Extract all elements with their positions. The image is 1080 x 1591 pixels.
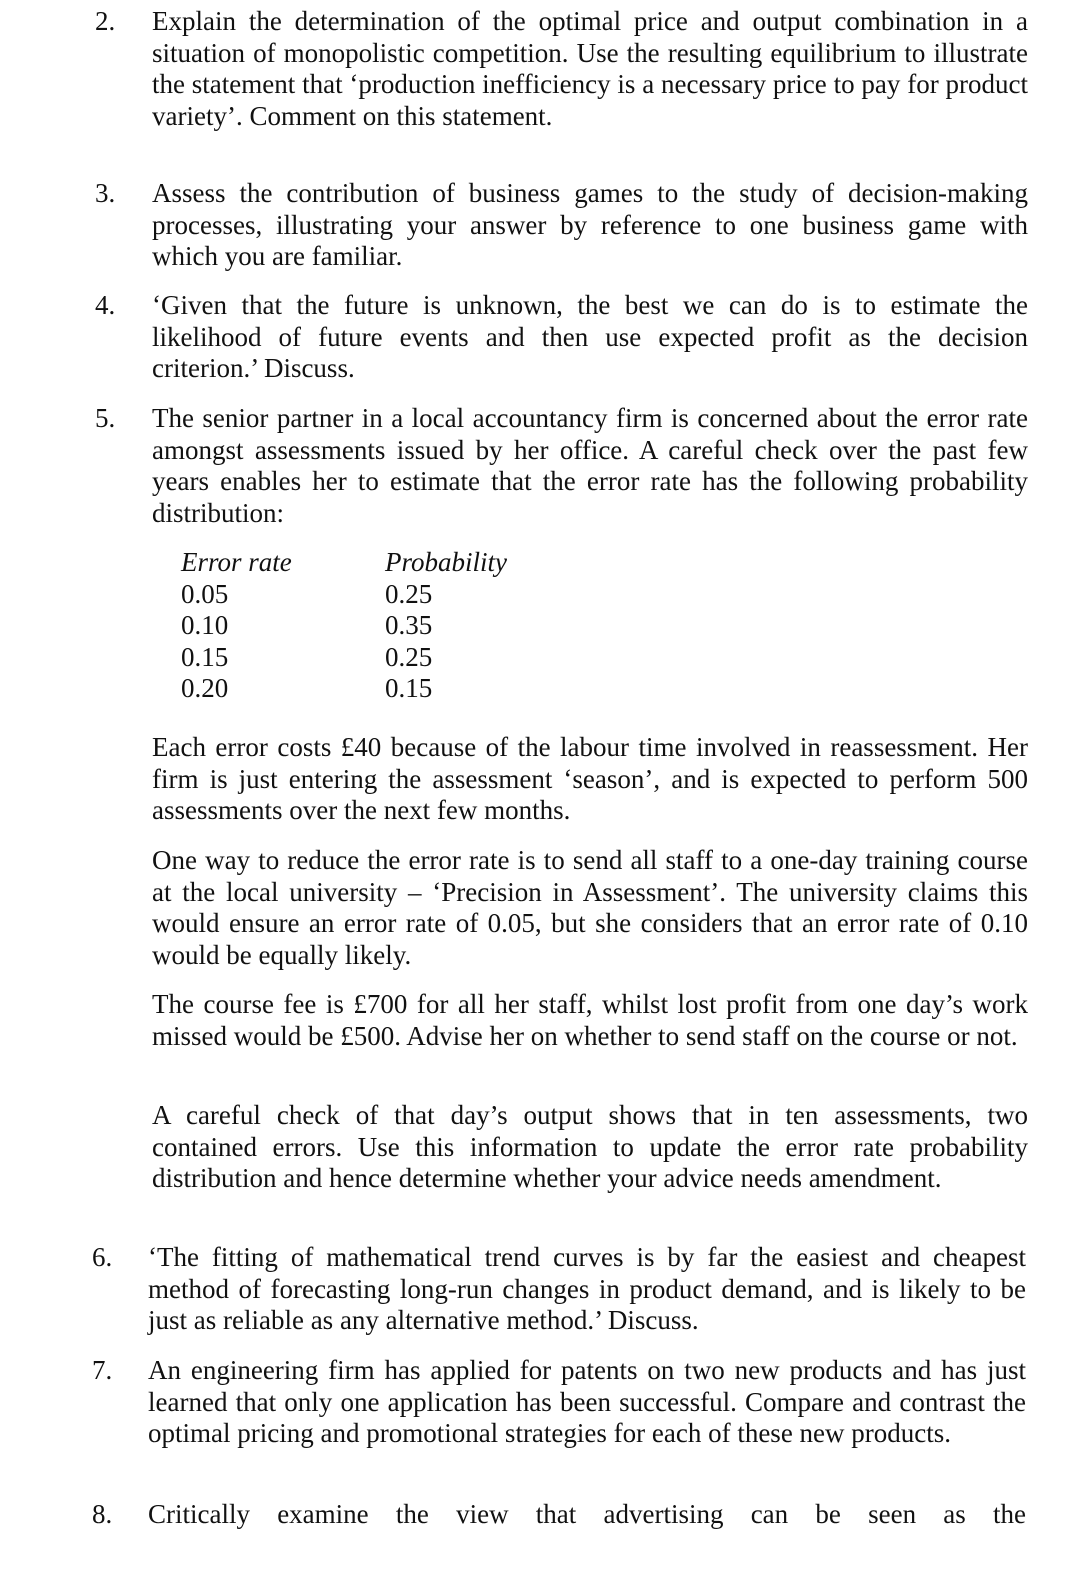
- question-number: 2.: [95, 6, 116, 36]
- table-cell: 0.25: [385, 641, 433, 672]
- question-number: 5.: [95, 403, 116, 433]
- question-5-paragraph: The course fee is £700 for all her staff, whilst lost profit from one day’s work missed would be £500. Advise her on whether to send staff on the course or not.: [152, 989, 1028, 1051]
- column-header-error-rate: Error rate: [181, 547, 292, 577]
- table-cell: 0.25: [385, 578, 433, 609]
- question-text: The senior partner in a local accountancy firm is concerned about the error rate amongst assessments issued by her office. A careful check over the past few years enables her to estimate that the error rate has the following probability distribution:: [152, 403, 1028, 528]
- table-cell: 0.20: [181, 673, 229, 703]
- error-rate-column: [181, 547, 381, 705]
- question-text: ‘Given that the future is unknown, the best we can do is to estimate the likelihood of future events and then use expected profit as the decision criterion.’ Discuss.: [152, 290, 1028, 383]
- column-header-probability: Probability: [385, 547, 507, 577]
- question-text: An engineering firm has applied for patents on two new products and has just learned that only one application has been successful. Compare and contrast the optimal pricing and promotional strategies for each of these new products.: [148, 1355, 1026, 1448]
- question-5-paragraph: Each error costs £40 because of the labour time involved in reassessment. Her firm is just entering the assessment ‘season’, and is expected to perform 500 assessments over the next few months.: [152, 732, 1028, 825]
- question-number: 8.: [92, 1499, 113, 1529]
- table-cell: 0.15: [385, 673, 433, 703]
- question-number: 3.: [95, 178, 116, 208]
- question-number: 4.: [95, 290, 116, 320]
- question-number: 7.: [92, 1355, 113, 1385]
- table-cell: 0.15: [181, 641, 229, 672]
- question-text: Critically examine the view that advertising can be seen as the: [148, 1499, 1026, 1529]
- table-cell: 0.35: [385, 610, 433, 640]
- table-cell: 0.05: [181, 578, 229, 609]
- probability-column: [385, 547, 585, 705]
- question-text: ‘The fitting of mathematical trend curves is by far the easiest and cheapest method of forecasting long-run changes in product demand, and is likely to be just as reliable as any alternative method.’ Discuss.: [148, 1242, 1026, 1335]
- table-cell: 0.10: [181, 610, 229, 640]
- question-5-paragraph: A careful check of that day’s output shows that in ten assessments, two contained errors. Use this information to update the error rate probability distribution and hence determine whether your advice needs amendment.: [152, 1100, 1028, 1193]
- question-text: Explain the determination of the optimal price and output combination in a situation of monopolistic competition. Use the resulting equilibrium to illustrate the statement that ‘production inefficiency is a necessary price to pay for product variety’. Comment on this statement.: [152, 6, 1028, 131]
- question-text: Assess the contribution of business games to the study of decision-making processes, illustrating your answer by reference to one business game with which you are familiar.: [152, 178, 1028, 271]
- question-number: 6.: [92, 1242, 113, 1272]
- question-5-paragraph: One way to reduce the error rate is to send all staff to a one-day training course at the local university – ‘Precision in Assessment’. The university claims this would ensure an error rate of 0.05, but she considers that an error rate of 0.10 would be equally likely.: [152, 845, 1028, 970]
